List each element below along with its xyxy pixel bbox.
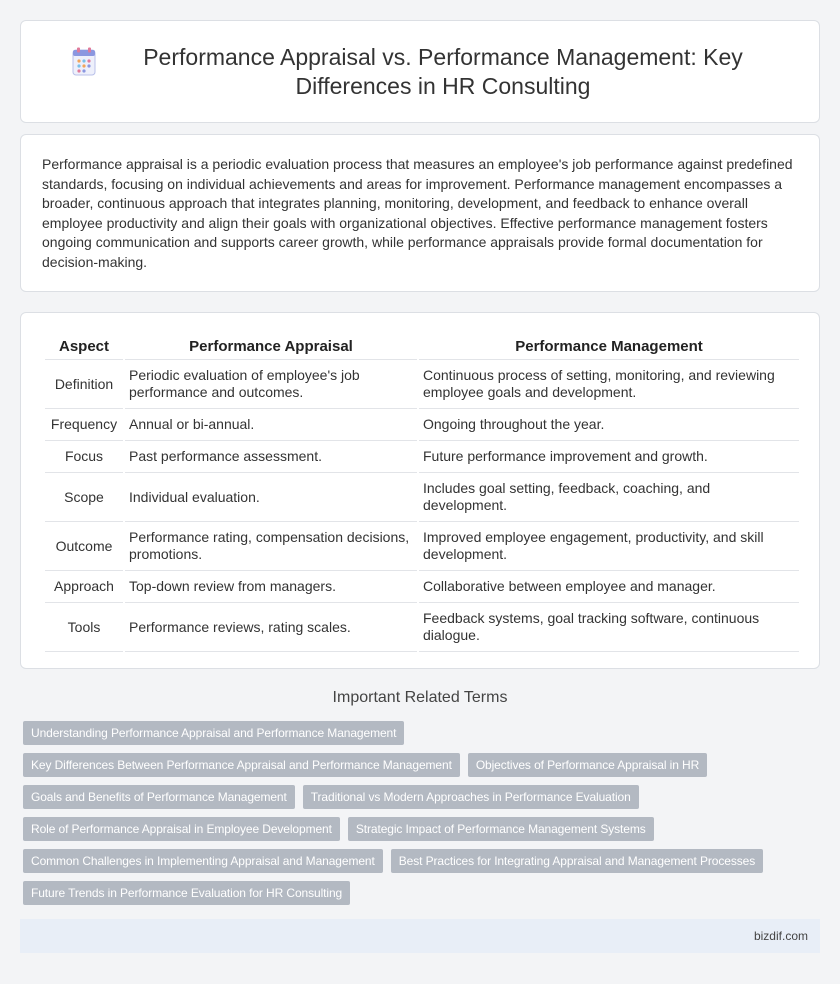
row-aspect: Focus [45, 441, 123, 473]
row-management: Ongoing throughout the year. [419, 409, 799, 441]
row-management: Continuous process of setting, monitoring, and reviewing employee goals and development. [419, 360, 799, 409]
header-card [20, 20, 820, 123]
row-management: Future performance improvement and growth. [419, 441, 799, 473]
table-row [45, 360, 799, 409]
document-icon [72, 47, 98, 77]
related-term-tag[interactable]: Future Trends in Performance Evaluation for HR Consulting [23, 881, 350, 905]
row-appraisal: Annual or bi-annual. [125, 409, 417, 441]
row-management: Includes goal setting, feedback, coaching, and development. [419, 473, 799, 522]
table-row [45, 603, 799, 652]
footer [20, 919, 820, 953]
row-aspect: Tools [45, 603, 123, 652]
related-term-tag[interactable]: Key Differences Between Performance Appraisal and Performance Management [23, 753, 460, 777]
row-appraisal: Performance rating, compensation decisions, promotions. [125, 522, 417, 571]
row-aspect: Scope [45, 473, 123, 522]
row-appraisal: Past performance assessment. [125, 441, 417, 473]
related-term-tag[interactable]: Common Challenges in Implementing Appraisal and Management [23, 849, 383, 873]
intro-paragraph: Performance appraisal is a periodic evaluation process that measures an employee's job performance against predefined standards, focusing on individual achievements and areas for improvement. Performance management encompasses a broader, continuous approach that integrates planning, monitoring, development, and feedback to enhance overall employee productivity and align their goals with organizational objectives. Effective performance management fosters ongoing communication and supports career growth, while performance appraisals provide formal documentation for decision-making. [42, 156, 793, 270]
table-row [45, 441, 799, 473]
row-appraisal: Performance reviews, rating scales. [125, 603, 417, 652]
row-aspect: Frequency [45, 409, 123, 441]
related-term-tag[interactable]: Understanding Performance Appraisal and Performance Management [23, 721, 404, 745]
intro-card [20, 134, 820, 292]
related-terms-list [23, 721, 823, 913]
row-appraisal: Periodic evaluation of employee's job performance and outcomes. [125, 360, 417, 409]
site-name[interactable]: bizdif.com [753, 929, 808, 943]
related-terms-heading: Important Related Terms [332, 689, 508, 706]
row-aspect: Outcome [45, 522, 123, 571]
related-term-tag[interactable]: Role of Performance Appraisal in Employee Development [23, 817, 340, 841]
row-management: Collaborative between employee and manager. [419, 571, 799, 603]
related-term-tag[interactable]: Traditional vs Modern Approaches in Performance Evaluation [303, 785, 639, 809]
related-term-tag[interactable]: Goals and Benefits of Performance Management [23, 785, 295, 809]
header-aspect: Aspect [45, 333, 123, 360]
table-row [45, 409, 799, 441]
row-appraisal: Top-down review from managers. [125, 571, 417, 603]
table-row [45, 571, 799, 603]
row-aspect: Definition [45, 360, 123, 409]
page-title: Performance Appraisal vs. Performance Management: Key Differences in HR Consulting [143, 43, 743, 99]
related-term-tag[interactable]: Objectives of Performance Appraisal in HR [468, 753, 707, 777]
comparison-table [43, 333, 801, 652]
related-term-tag[interactable]: Strategic Impact of Performance Management Systems [348, 817, 654, 841]
table-header-row [45, 333, 799, 360]
comparison-table-card [20, 312, 820, 669]
table-row [45, 473, 799, 522]
row-management: Improved employee engagement, productivity, and skill development. [419, 522, 799, 571]
row-aspect: Approach [45, 571, 123, 603]
table-row [45, 522, 799, 571]
header-performance-management: Performance Management [419, 333, 799, 360]
related-term-tag[interactable]: Best Practices for Integrating Appraisal and Management Processes [391, 849, 763, 873]
row-management: Feedback systems, goal tracking software, continuous dialogue. [419, 603, 799, 652]
row-appraisal: Individual evaluation. [125, 473, 417, 522]
header-performance-appraisal: Performance Appraisal [125, 333, 417, 360]
